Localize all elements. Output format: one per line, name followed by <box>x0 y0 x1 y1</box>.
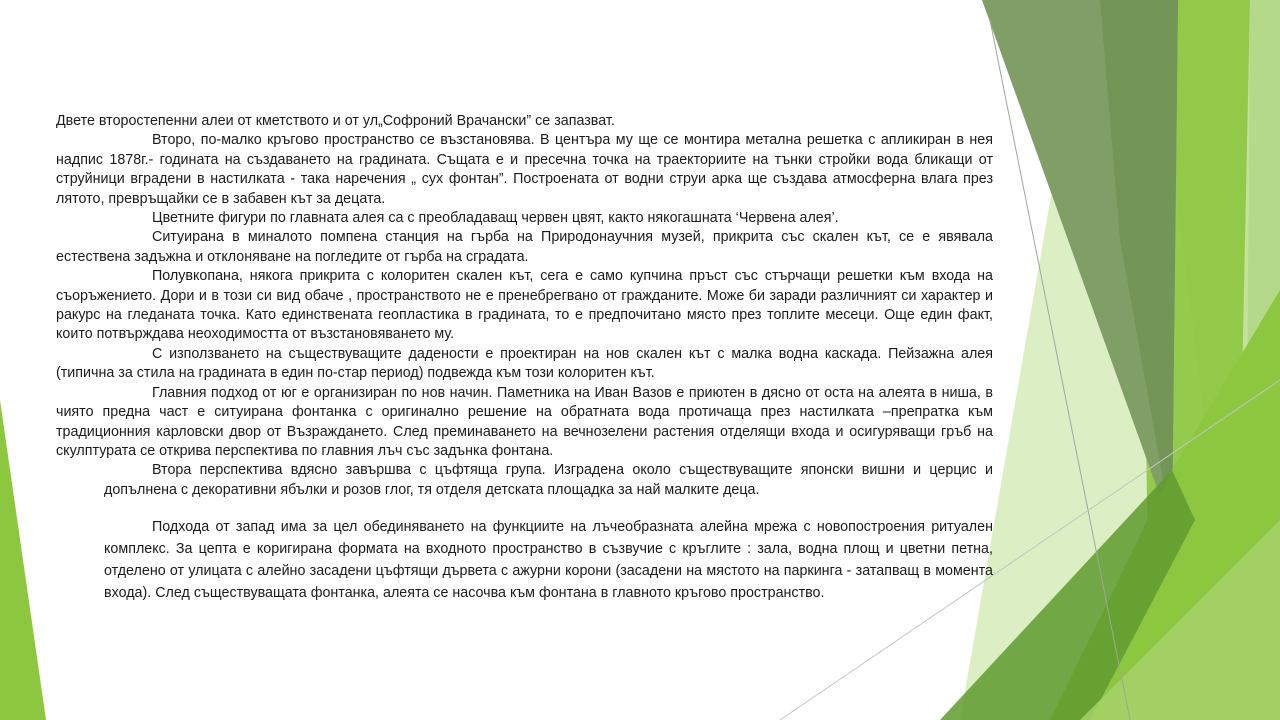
paragraph-6: С използването на съществуващите дадености е проектиран на нов скален кът с малка водна каскада. Пейзажна алея (типична за стила на градината в един по-стар период) подвежда към този колоритен кът. <box>56 345 993 382</box>
paragraph-1: Двете второстепенни алеи от кметството и от ул„Софроний Врачански” се запазват. <box>56 113 615 129</box>
paragraph-2: Второ, по-малко кръгово пространство се възстановява. В центъра му ще се монтира метална решетка с апликиран в нея надпис 1878г.- годината на създаването на градината. Същата е и пресечна точка на траекториите на тънки стройки вода бликащи от струйници вградени в настилката - така наречения „ сух фонтан”. Построената от водни струи арка ще създава атмосферна влага през лятото, превръщайки се в забавен кът за децата. <box>56 132 993 207</box>
paragraph-4: Ситуирана в миналото помпена станция на гърба на Природонаучния музей, прикрита със скален кът, се е явявала естествена задъжна и отклоняване на погледите от гърба на сградата. <box>56 229 993 265</box>
paragraph-8: Втора перспектива вдясно завършва с цъфтяща група. Изградена около съществуващите японски вишни и церцис и допълнена с декоративни ябълки и розов глог, тя отделя детската площадка за най малките деца. <box>104 462 993 498</box>
slide-body-text <box>56 112 993 604</box>
paragraph-7: Главния подход от юг е организиран по нов начин. Паметника на Иван Вазов е приютен в дясно от оста на алеята в ниша, в чиято предна част е ситуирана фонтанка с оригинално решение на обратната вода протичаща през настилката –препратка към традиционния карловски двор от Възраждането. След преминаването на вечнозелени растения отделящи входа и осигуряващи гръб на скулптурата се открива перспектива по главния лъч със задънка фонтана. <box>56 384 993 459</box>
paragraph-3: Цветните фигури по главната алея са с преобладаващ червен цвят, както някогашната ‘Червена алея’. <box>152 210 839 227</box>
paragraph-5: Полувкопана, някога прикрита с колоритен скален кът, сега е само купчина пръст със стърчащи решетки към входа на съоръжението. Дори и в този си вид обаче , пространството не е пренебрегвано от гражданите. Може би заради различният си характер и ракурс на гледаната точка. Като единствената геопластика в градината, то е предпочитано място през топлите месеци. Още един факт, които потвърждава неоходимостта от възстановяването му. <box>56 268 993 343</box>
left-green-sliver <box>0 400 46 720</box>
paragraph-9: Подхода от запад има за цел обединяването на функциите на лъчеобразната алейна мрежа с новопостроения ритуален комплекс. За цепта е коригирана формата на входното пространство в съзвучие с кръглите : зала, водна площ и цветни петна, отделено от улицата с алейно засадени цъфтящи дървета с ажурни корони (засадени на мястото на паркинга - затапващ в момента входа). След съществуващата фонтанка, алеята се насочва към фонтана в главното кръгово пространство. <box>104 519 993 601</box>
